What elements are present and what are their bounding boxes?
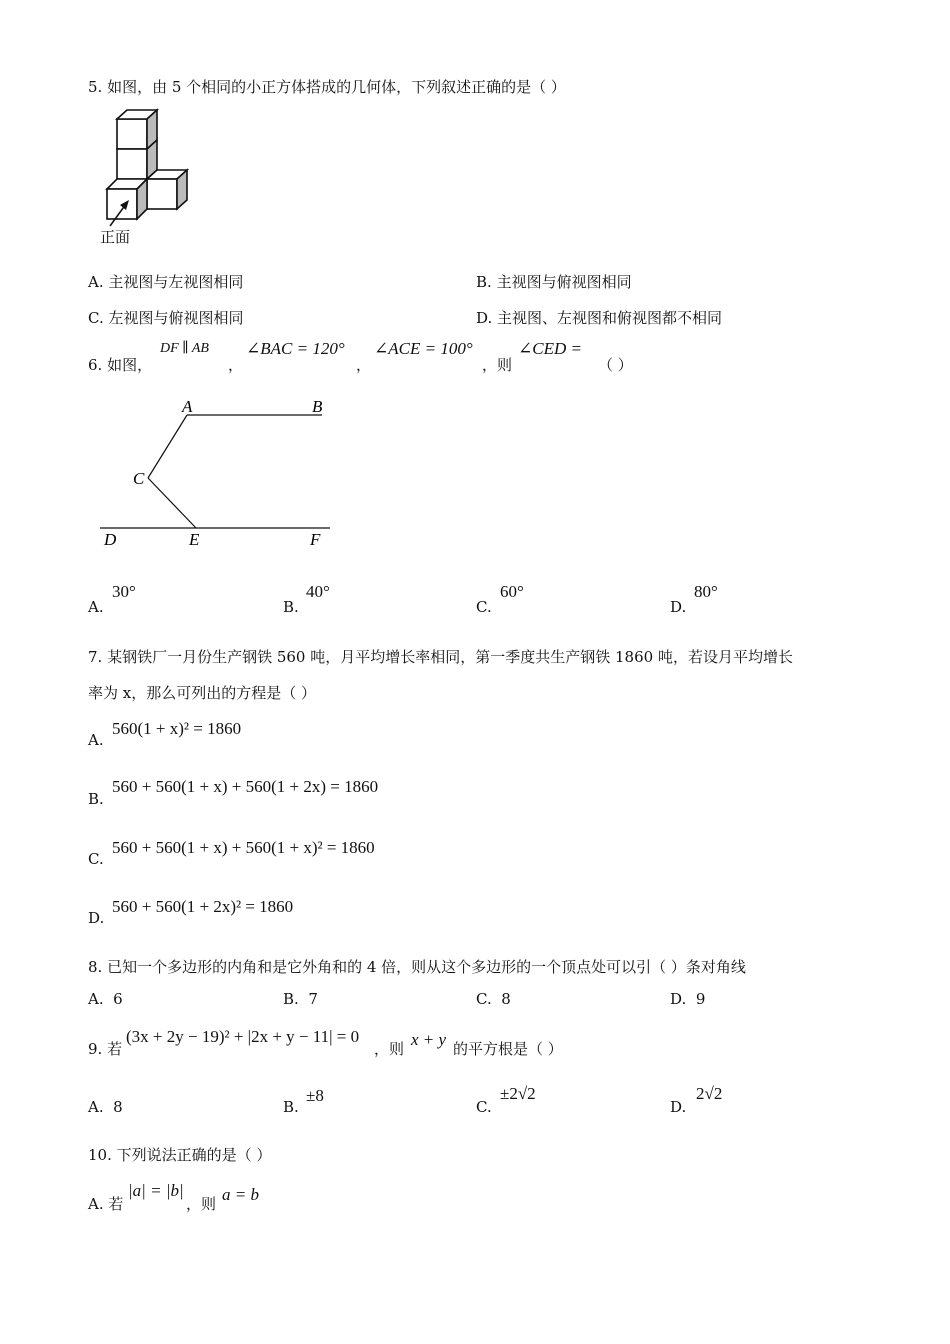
option-letter: C. [476,990,492,1008]
option-letter: C. [88,309,104,327]
option-value: 8 [113,1098,123,1116]
q6-option-b-value: 40° [306,582,330,601]
q9-option-b-value: ±8 [306,1086,324,1105]
point-label-e: E [189,530,200,549]
option-text: 左视图与俯视图相同 [108,309,244,327]
q7-option-d-eq: 560 + 560(1 + 2x)² = 1860 [112,897,294,916]
q7-option-b-eq: 560 + 560(1 + x) + 560(1 + 2x) = 1860 [112,777,379,796]
q7-option-c-letter[interactable]: C. [88,850,104,868]
q6-option-a-value: 30° [112,582,136,601]
point-label-a: A [182,397,193,416]
q9-prefix: 9. 若 [88,1040,123,1058]
option-value: 9 [695,990,706,1008]
q6-paren: （ ） [598,356,633,374]
q6-sep1: ， [228,356,244,374]
q8-option-b[interactable] [283,990,318,1008]
q6-option-c-letter[interactable]: C. [476,598,492,616]
q6-geometry-figure [96,392,336,552]
q8-option-c[interactable] [476,990,511,1008]
q8-option-d[interactable] [670,990,705,1008]
q9-option-b-letter[interactable]: B. [283,1098,299,1116]
q10-option-a-result: a = b [222,1185,259,1204]
q6-option-c-value: 60° [500,582,524,601]
option-letter: A. [88,1098,104,1116]
option-letter: A. [88,1195,104,1213]
q7-option-b-letter[interactable]: B. [88,790,104,808]
q9-suffix: 的平方根是（ ） [453,1040,563,1058]
q6-option-d-letter[interactable]: D. [670,598,687,616]
q5-stem: 5. 如图，由 5 个相同的小正方体搭成的几何体，下列叙述正确的是（ ） [88,78,566,96]
point-label-c: C [133,469,145,488]
q7-option-a-letter[interactable]: A. [88,731,104,749]
point-label-f: F [310,530,321,549]
option-letter: A. [88,273,104,291]
option-letter: D. [670,990,687,1008]
q7-option-a-eq: 560(1 + x)² = 1860 [112,719,242,738]
option-letter: D. [476,309,493,327]
q9-option-a[interactable] [88,1098,123,1116]
q5-option-d[interactable] [476,307,722,328]
q6-sep2: ， [356,356,372,374]
q9-option-d-letter[interactable]: D. [670,1098,687,1116]
q6-prefix: 6. 如图， [88,356,153,374]
option-value: 7 [308,990,318,1008]
q9-option-c-letter[interactable]: C. [476,1098,492,1116]
q6-option-a-letter[interactable]: A. [88,598,104,616]
q9-option-c-value: ±2√2 [500,1084,536,1103]
q6-cond2: ∠BAC = 120° [246,339,345,358]
option-letter: A. [88,990,104,1008]
q6-cond3: ∠ACE = 100° [374,339,473,358]
q7-option-c-eq: 560 + 560(1 + x) + 560(1 + x)² = 1860 [112,838,375,857]
q5-figure-label: 正面 [100,228,131,246]
option-value: 6 [113,990,123,1008]
q7-stem-line2: 率为 x，那么可列出的方程是（ ） [88,684,316,702]
q7-option-d-letter[interactable]: D. [88,909,105,927]
q8-stem: 8. 已知一个多边形的内角和是它外角和的 4 倍，则从这个多边形的一个顶点处可以引（ ）条对角线 [88,958,746,976]
q6-ask: ∠CED = [518,339,582,358]
q5-option-b[interactable] [476,271,632,292]
q6-option-b-letter[interactable]: B. [283,598,299,616]
q6-option-d-value: 80° [694,582,718,601]
option-value: 8 [501,990,511,1008]
q9-equation: (3x + 2y − 19)² + |2x + y − 11| = 0 [126,1027,360,1046]
q5-option-c[interactable] [88,307,244,328]
option-if: 若 [108,1195,124,1213]
q5-option-a[interactable] [88,271,243,292]
q7-stem-line1: 7. 某钢铁厂一月份生产钢铁 560 吨，月平均增长率相同，第一季度共生产钢铁 1860 吨，若设月平均增长 [88,648,793,666]
point-label-b: B [312,397,323,416]
q8-option-a[interactable] [88,990,123,1008]
option-text: 主视图与左视图相同 [108,273,244,291]
option-letter: B. [283,990,299,1008]
q10-option-a-cond: |a| = |b| [128,1181,184,1200]
option-text: 主视图与俯视图相同 [496,273,632,291]
option-letter: B. [476,273,492,291]
q10-option-a-then: ，则 [186,1195,217,1213]
option-text: 主视图、左视图和俯视图都不相同 [497,309,723,327]
q10-stem: 10. 下列说法正确的是（ ） [88,1146,272,1164]
q6-then: ，则 [482,356,513,374]
q6-cond1: DF ∥ AB [160,341,209,356]
q9-mid: ，则 [374,1040,405,1058]
q9-expr: x + y [411,1030,447,1049]
q9-option-d-value: 2√2 [696,1084,723,1103]
q10-option-a[interactable] [88,1193,123,1214]
point-label-d: D [104,530,117,549]
